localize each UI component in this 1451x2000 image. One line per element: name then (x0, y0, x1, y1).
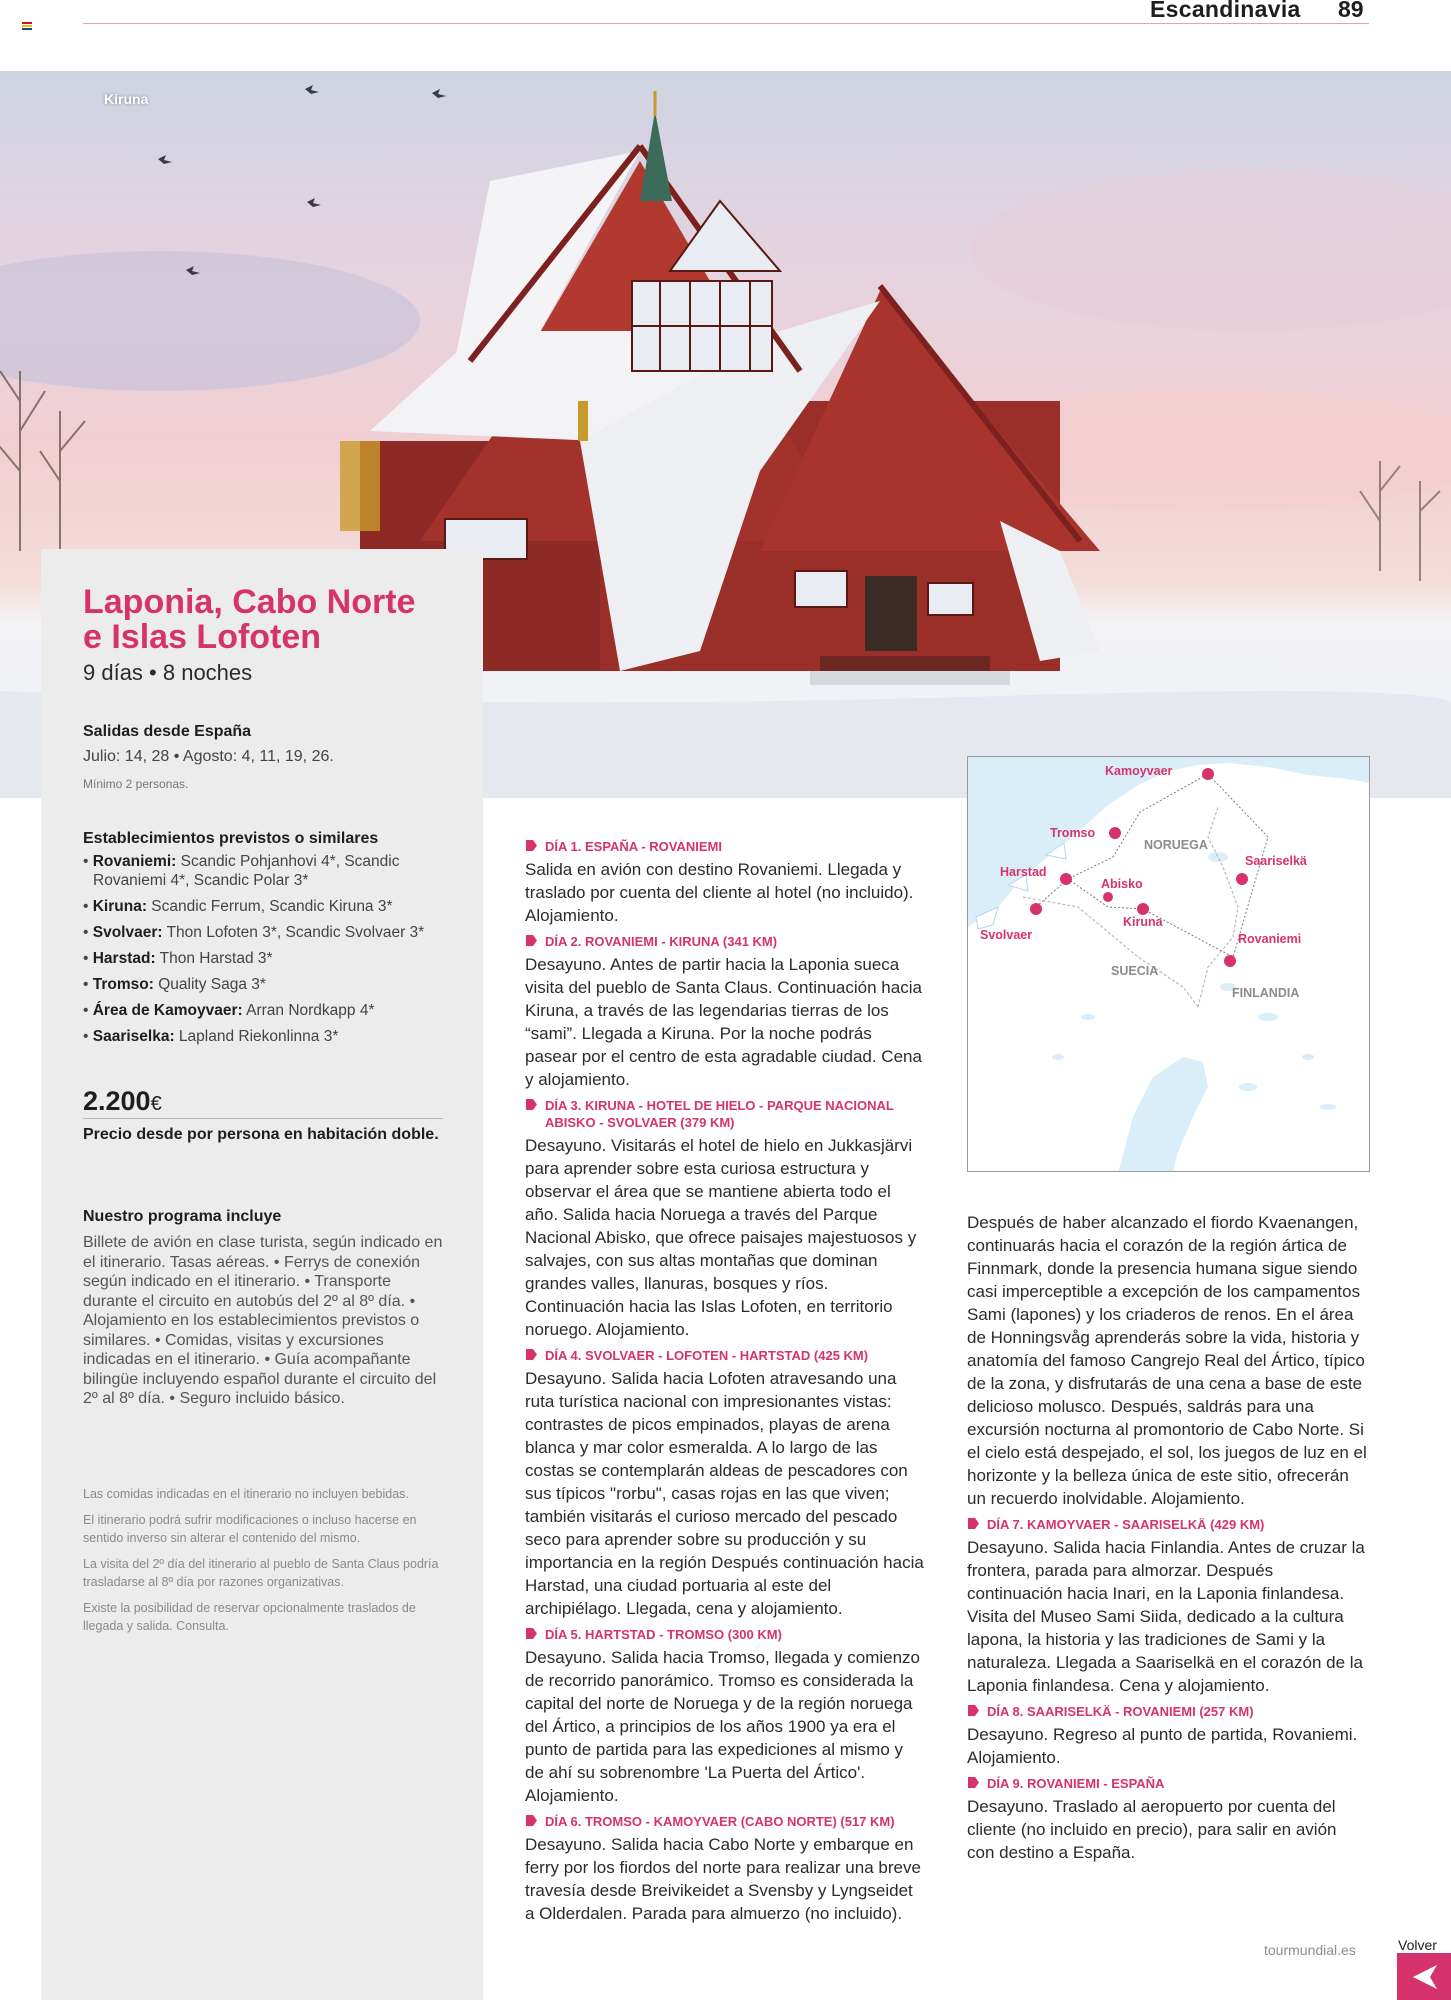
day-heading: DÍA 5. HARTSTAD - TROMSO (300 KM) (545, 1627, 782, 1642)
map-label-city: Kiruna (1123, 915, 1163, 929)
note: Existe la posibilidad de reservar opcionalmente traslados de llegada y salida. Consulta. (83, 1601, 416, 1633)
tour-duration: 9 días • 8 noches (83, 660, 253, 685)
day-text: Desayuno. Salida hacia Cabo Norte y embarque en ferry por los fiordos del norte para realizar una breve travesía desde Breivikeidet a Svensby y Lyngseidet a Olderdalen. Parada para almuerzo (no incluido). (525, 1835, 921, 1923)
hotels-heading: Establecimientos previstos o similares (83, 830, 379, 847)
map-label-country: FINLANDIA (1232, 986, 1300, 1000)
day-marker-icon (525, 1348, 538, 1361)
itinerary-day (525, 933, 925, 1091)
itinerary-column-2 (967, 1211, 1367, 1870)
map-label-city: Kamoyvaer (1105, 764, 1173, 778)
day-text: Desayuno. Traslado al aeropuerto por cuenta del cliente (no incluido en precio), para salir en avión con destino a España. (967, 1797, 1337, 1862)
photo-caption: Kiruna (104, 91, 149, 107)
map-label-city: Svolvaer (980, 928, 1033, 942)
website-link[interactable]: tourmundial.es (1264, 1942, 1356, 1958)
program-text: Billete de avión en clase turista, según indicado en el itinerario. Tasas aéreas. • Ferrys de conexión según indicado en el itinerario. • Transporte durante el circuito en autobús del 2º al 8º día. • Alojamiento en los establecimientos previstos o similares. • Comidas, visitas y excursiones indicadas en el itinerario. • Guía acompañante bilingüe incluyendo español durante el circuito del 2º al 8º día. • Seguro incluido básico. (83, 1234, 443, 1407)
notes (83, 1485, 443, 1643)
itinerary-day (525, 838, 925, 927)
day-heading: DÍA 8. SAARISELKÄ - ROVANIEMI (257 KM) (987, 1704, 1254, 1719)
back-label: Volver (1398, 1937, 1437, 1953)
day-text: Desayuno. Visitarás el hotel de hielo en Jukkasjärvi para aprender sobre esta curiosa estructura y observar el área que se mantiene abierta todo el año. Salida hacia Noruega a través del Parque Nacional Abisko, que ofrece paisajes majestuosos y salvajes, con sus altas montañas que dominan grandes valles, llanuras, bosques y ríos. Continuación hacia las Islas Lofoten, en territorio noruego. Alojamiento. (525, 1136, 917, 1339)
map-label-city: Rovaniemi (1238, 932, 1302, 946)
map-label-city: Harstad (1000, 865, 1047, 879)
tour-title-line1: Laponia, Cabo Norte (83, 583, 416, 621)
price (83, 1086, 162, 1117)
map-label-city: Abisko (1101, 877, 1143, 891)
day-marker-icon (525, 1627, 538, 1640)
hotel-item: • Harstad: Thon Harstad 3* (83, 950, 273, 967)
hotel-item: • Svolvaer: Thon Lofoten 3*, Scandic Svolvaer 3* (83, 924, 425, 941)
header-rule (83, 23, 1369, 24)
back-button[interactable] (1397, 1953, 1451, 2000)
day-marker-icon (525, 1814, 538, 1827)
itinerary-day (967, 1703, 1367, 1769)
day-marker-icon (525, 934, 538, 947)
day-heading: DÍA 9. ROVANIEMI - ESPAÑA (987, 1776, 1165, 1791)
back-arrow-icon (1411, 1963, 1439, 1991)
day-heading: DÍA 2. ROVANIEMI - KIRUNA (341 KM) (545, 934, 778, 949)
day-6-continuation: Después de haber alcanzado el fiordo Kvaenangen, continuarás hacia el corazón de la región ártica de Finnmark, donde la presencia humana sigue siendo casi imperceptible a excepción de los campamentos Sami (lapones) y los criaderos de renos. En el área de Honningsvåg aprenderás sobre la vida, historia y anatomía del famoso Cangrejo Real del Ártico, típico de la zona, y disfrutarás de una cena a base de este delicioso molusco. Después, saldrás para una excursión nocturna al promontorio de Cabo Norte. Si el cielo está despejado, el sol, los juegos de luz en el horizonte y la belleza única de este sitio, ofrecerán un recuerdo inolvidable. Alojamiento. (967, 1213, 1367, 1508)
map-label-country: SUECIA (1111, 964, 1159, 978)
hotels-list (83, 852, 458, 1053)
page-number: 89 (1338, 0, 1364, 22)
route-map (967, 756, 1370, 1172)
day-marker-icon (967, 1776, 980, 1789)
day-heading: DÍA 1. ESPAÑA - ROVANIEMI (545, 839, 722, 854)
itinerary-day (967, 1775, 1367, 1864)
hotel-item: • Rovaniemi: Scandic Pohjanhovi 4*, Scandic Rovaniemi 4*, Scandic Polar 3* (83, 853, 400, 889)
day-text: Desayuno. Salida hacia Lofoten atravesando una ruta turística nacional con impresionantes vistas: contrastes de picos empinados, playas de arena blanca y mar color esmeralda. A lo largo de las costas se contemplarán aldeas de pescadores con sus típicos "rorbu", casas rojas en las que viven; también visitarás el curioso mercado del pescado seco para aprender sobre su producción y su importancia en la región Después continuación hacia Harstad, una ciudad portuaria al este del archipiélago. Llegada, cena y alojamiento. (525, 1369, 924, 1618)
day-text: Desayuno. Regreso al punto de partida, Rovaniemi. Alojamiento. (967, 1725, 1358, 1767)
price-note: Precio desde por persona en habitación doble. (83, 1126, 439, 1143)
day-heading: DÍA 3. KIRUNA - HOTEL DE HIELO - PARQUE NACIONAL ABISKO - SVOLVAER (379 KM) (545, 1098, 894, 1130)
tour-title-line2: e Islas Lofoten (83, 618, 322, 656)
hotel-item: • Tromso: Quality Saga 3* (83, 976, 266, 993)
day-text: Desayuno. Salida hacia Finlandia. Antes de cruzar la frontera, parada para almorzar. Después continuación hacia Inari, en la Laponia finlandesa. Visita del Museo Sami Siida, dedicado a la cultura lapona, la historia y las tradiciones de Sami y la naturaleza. Llegada a Saariselkä en el corazón de la Laponia finlandesa. Cena y alojamiento. (967, 1538, 1365, 1695)
map-label-city: Tromso (1050, 826, 1096, 840)
day-text: Desayuno. Antes de partir hacia la Laponia sueca visita del pueblo de Santa Claus. Continuación hacia Kiruna, a través de las legendarias tierras de los “sami”. Llegada a Kiruna. Por la noche podrás pasear por el centro de esta agradable ciudad. Cena y alojamiento. (525, 955, 922, 1089)
hotel-item: • Saariselka: Lapland Riekonlinna 3* (83, 1028, 339, 1045)
day-heading: DÍA 6. TROMSO - KAMOYVAER (CABO NORTE) (517 KM) (545, 1814, 895, 1829)
tour-title (83, 585, 443, 655)
departures-heading: Salidas desde España (83, 723, 252, 740)
itinerary-day (525, 1813, 925, 1925)
program-heading: Nuestro programa incluye (83, 1208, 282, 1225)
hotel-item: • Kiruna: Scandic Ferrum, Scandic Kiruna 3* (83, 898, 393, 915)
note: El itinerario podrá sufrir modificaciones o incluso hacerse en sentido inverso sin alterar el contenido del mismo. (83, 1513, 417, 1545)
spain-flag-icon (22, 22, 32, 30)
itinerary-column-1 (525, 838, 925, 1931)
departure-dates: Julio: 14, 28 • Agosto: 4, 11, 19, 26. (83, 748, 334, 765)
price-amount: 2.200 (83, 1086, 151, 1116)
map-label-city: Saariselkä (1245, 854, 1307, 868)
day-text: Desayuno. Salida hacia Tromso, llegada y comienzo de recorrido panorámico. Tromso es considerada la capital del norte de Noruega y de la región noruega del Ártico, a principios de los años 1900 ya era el punto de partida para las expediciones al mismo y de ahí su sobrenombre 'La Puerta del Ártico'. Alojamiento. (525, 1648, 920, 1805)
itinerary-day (525, 1347, 925, 1620)
day-marker-icon (967, 1704, 980, 1717)
minimum-people: Mínimo 2 personas. (83, 777, 189, 791)
day-text: Salida en avión con destino Rovaniemi. Llegada y traslado por cuenta del cliente al hotel (no incluido). Alojamiento. (525, 860, 914, 925)
itinerary-day (525, 1097, 925, 1341)
day-heading: DÍA 7. KAMOYVAER - SAARISELKÄ (429 KM) (987, 1517, 1265, 1532)
itinerary-day (967, 1516, 1367, 1697)
itinerary-day (525, 1626, 925, 1807)
hotel-item: • Área de Kamoyvaer: Arran Nordkapp 4* (83, 1002, 375, 1019)
day-marker-icon (525, 1098, 538, 1111)
map-label-country: NORUEGA (1144, 838, 1208, 852)
day-marker-icon (967, 1517, 980, 1530)
day-marker-icon (525, 839, 538, 852)
note: La visita del 2º día del itinerario al pueblo de Santa Claus podría trasladarse al 8º día por razones organizativas. (83, 1557, 439, 1589)
note: Las comidas indicadas en el itinerario no incluyen bebidas. (83, 1487, 409, 1501)
price-divider (83, 1118, 443, 1119)
price-currency: € (150, 1093, 162, 1115)
section-title: Escandinavia (1150, 0, 1301, 22)
day-heading: DÍA 4. SVOLVAER - LOFOTEN - HARTSTAD (425 KM) (545, 1348, 869, 1363)
